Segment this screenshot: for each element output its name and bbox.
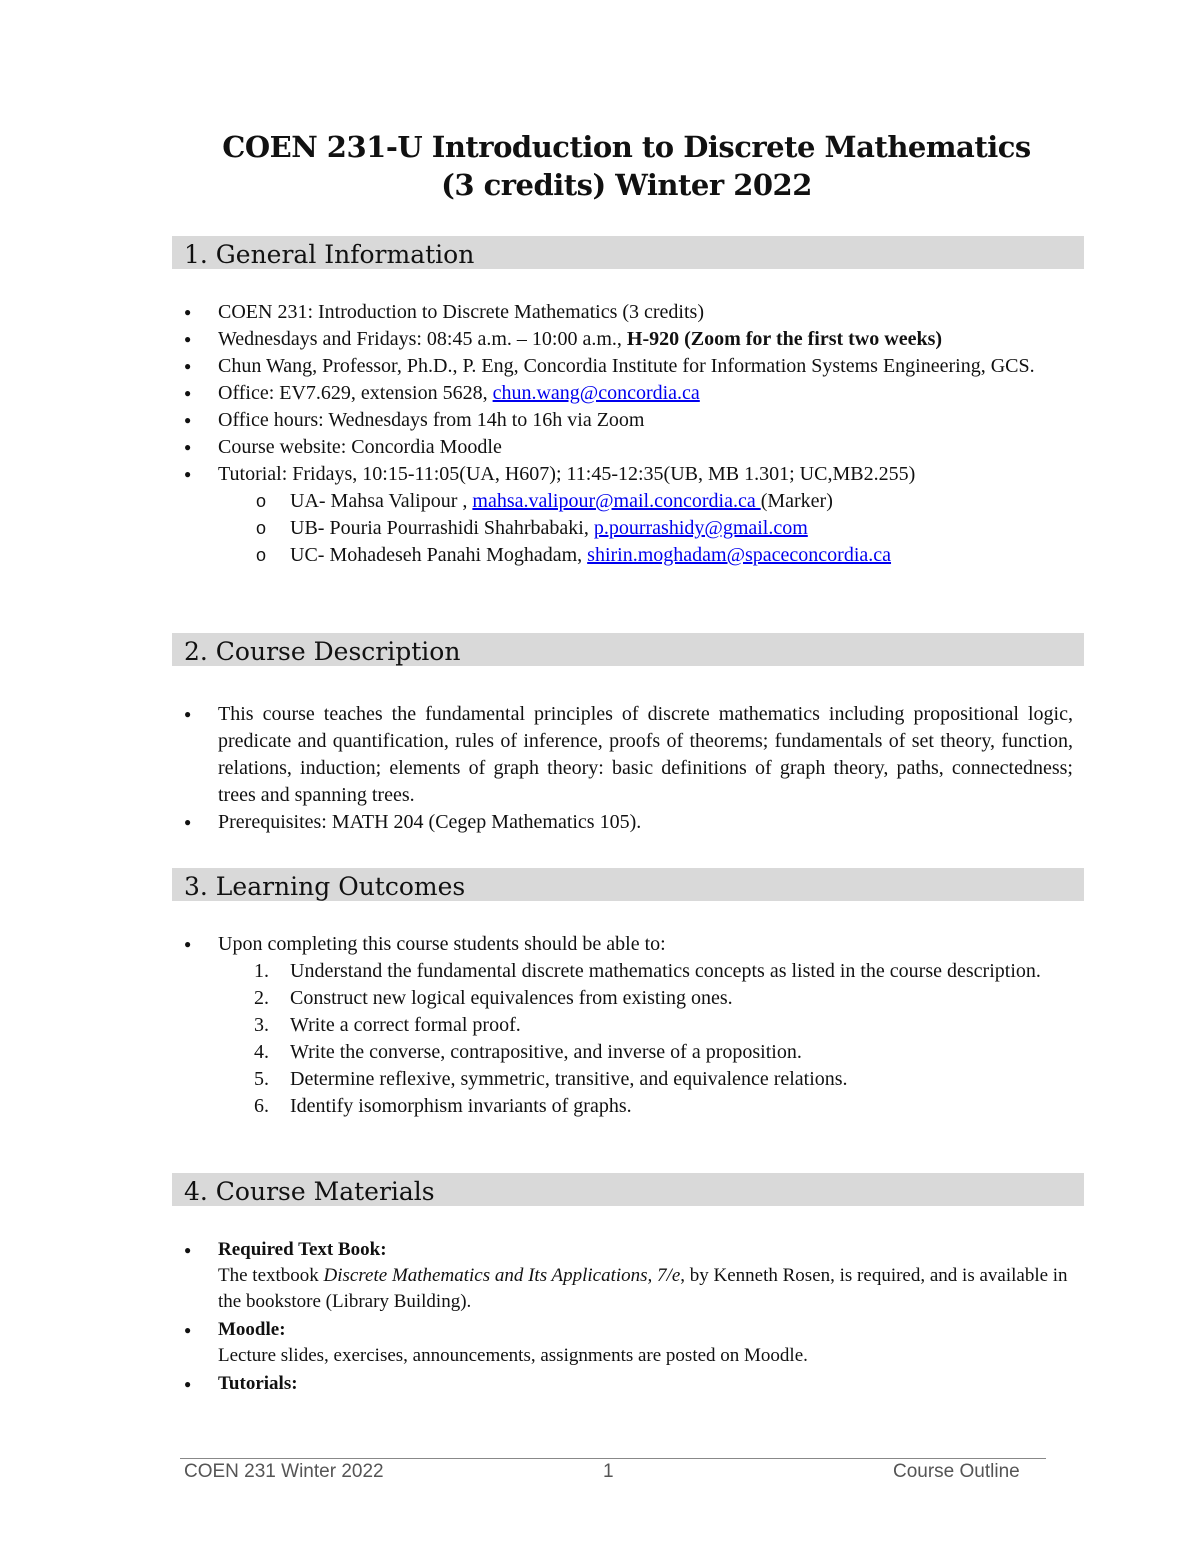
- list-item: ● This course teaches the fundamental principles of discrete mathematics including propositional logic, predicate and quantification, rules of inference, proofs of theorems; fundamentals of set theory, function, relations, induction; elements of graph theory: basic definitions of graph theory, paths, connectedness; trees and spanning trees.: [218, 701, 1073, 809]
- outcome-text: Determine reflexive, symmetric, transitive, and equivalence relations.: [290, 1068, 848, 1090]
- ta-list: [218, 488, 1078, 569]
- professor-email-link[interactable]: chun.wang@concordia.ca: [492, 382, 700, 404]
- section-header-course-materials: [172, 1173, 1084, 1206]
- textbook-text: [218, 1263, 1068, 1315]
- section-title: 2. Course Description: [184, 637, 461, 666]
- outcome-item: [254, 1066, 1078, 1093]
- general-information-list: [218, 299, 1078, 569]
- textbook-label: ● Required Text Book:: [218, 1239, 387, 1260]
- outcome-item: [254, 958, 1078, 985]
- course-materials-list: [218, 1237, 1068, 1397]
- outcome-item: [254, 985, 1078, 1012]
- list-item: [218, 326, 1078, 353]
- outcome-number: 5.: [254, 1068, 269, 1090]
- list-item: ● COEN 231: Introduction to Discrete Mathematics (3 credits): [218, 299, 1078, 326]
- ta-item: [290, 515, 1078, 542]
- list-item: [218, 461, 1078, 569]
- ta-name: UA- Mahsa Valipour ,: [290, 490, 473, 512]
- schedule-room: H-920 (Zoom for the first two weeks): [626, 328, 943, 350]
- schedule-text: Wednesdays and Fridays: 08:45 a.m. – 10:00 a.m.,: [218, 328, 627, 350]
- tutorial-text: Tutorial: Fridays, 10:15-11:05(UA, H607); 11:45-12:35(UB, MB 1.301; UC,MB2.255): [218, 463, 916, 485]
- outcomes-numbered-list: [218, 958, 1078, 1120]
- list-item: ● Chun Wang, Professor, Ph.D., P. Eng, Concordia Institute for Information Systems Engineering, GCS.: [218, 353, 1078, 380]
- document-subtitle: (3 credits) Winter 2022: [441, 168, 812, 202]
- list-item: ● Course website: Concordia Moodle: [218, 434, 1078, 461]
- section-header-general-information: [172, 236, 1084, 269]
- outcome-text: Identify isomorphism invariants of graphs.: [290, 1095, 632, 1117]
- list-item: [218, 931, 1078, 1120]
- learning-outcomes-list: [218, 931, 1078, 1120]
- outcome-item: [254, 1093, 1078, 1120]
- outcome-number: 3.: [254, 1014, 269, 1036]
- textbook-details: , by Kenneth Rosen, is required, and is available in the bookstore (Library Building).: [218, 1265, 1068, 1312]
- list-item: [218, 1237, 1068, 1315]
- moodle-label: ● Moodle:: [218, 1319, 286, 1340]
- section-title: 3. Learning Outcomes: [184, 872, 466, 901]
- ta-role: (Marker): [760, 490, 833, 512]
- ta-name: UB- Pouria Pourrashidi Shahrbabaki,: [290, 517, 594, 539]
- list-item: [218, 1371, 1068, 1397]
- list-item: [218, 1317, 1068, 1369]
- outcome-text: Write a correct formal proof.: [290, 1014, 521, 1036]
- ta-item: [290, 488, 1078, 515]
- outcome-number: 6.: [254, 1095, 269, 1117]
- outcome-item: [254, 1039, 1078, 1066]
- textbook-intro: The textbook: [218, 1265, 324, 1286]
- outcome-text: Write the converse, contrapositive, and inverse of a proposition.: [290, 1041, 802, 1063]
- tutorials-label: ● Tutorials:: [218, 1373, 298, 1394]
- outcome-text: Construct new logical equivalences from existing ones.: [290, 987, 733, 1009]
- page-number: 1: [603, 1461, 614, 1482]
- ta-email-link[interactable]: shirin.moghadam@spaceconcordia.ca: [587, 544, 892, 566]
- ta-email-link[interactable]: mahsa.valipour@mail.concordia.ca: [472, 490, 761, 512]
- section-title: 1. General Information: [184, 240, 475, 269]
- section-header-course-description: [172, 633, 1084, 666]
- outcome-item: [254, 1012, 1078, 1039]
- office-text: Office: EV7.629, extension 5628,: [218, 382, 493, 404]
- outcome-text: Understand the fundamental discrete mathematics concepts as listed in the course description.: [290, 960, 1041, 982]
- outcomes-intro: Upon completing this course students should be able to:: [218, 933, 666, 955]
- textbook-title: Discrete Mathematics and Its Applications, 7/e: [323, 1265, 681, 1286]
- list-item: ● Office hours: Wednesdays from 14h to 16h via Zoom: [218, 407, 1078, 434]
- list-item: [218, 380, 1078, 407]
- course-description-list: [218, 701, 1073, 836]
- document-title: COEN 231-U Introduction to Discrete Mathematics: [222, 130, 1031, 164]
- ta-email-link[interactable]: p.pourrashidy@gmail.com: [593, 517, 808, 539]
- list-item: ● Prerequisites: MATH 204 (Cegep Mathematics 105).: [218, 809, 1073, 836]
- moodle-text: Lecture slides, exercises, announcements, assignments are posted on Moodle.: [218, 1345, 808, 1366]
- ta-name: UC- Mohadeseh Panahi Moghadam,: [290, 544, 588, 566]
- outcome-number: 2.: [254, 987, 269, 1009]
- ta-item: [290, 542, 1078, 569]
- footer-course: COEN 231 Winter 2022: [184, 1461, 384, 1482]
- section-header-learning-outcomes: [172, 868, 1084, 901]
- footer-title: Course Outline: [893, 1461, 1020, 1482]
- outcome-number: 1.: [254, 960, 269, 982]
- footer-divider: [180, 1458, 1046, 1459]
- outcome-number: 4.: [254, 1041, 269, 1063]
- section-title: 4. Course Materials: [184, 1177, 435, 1206]
